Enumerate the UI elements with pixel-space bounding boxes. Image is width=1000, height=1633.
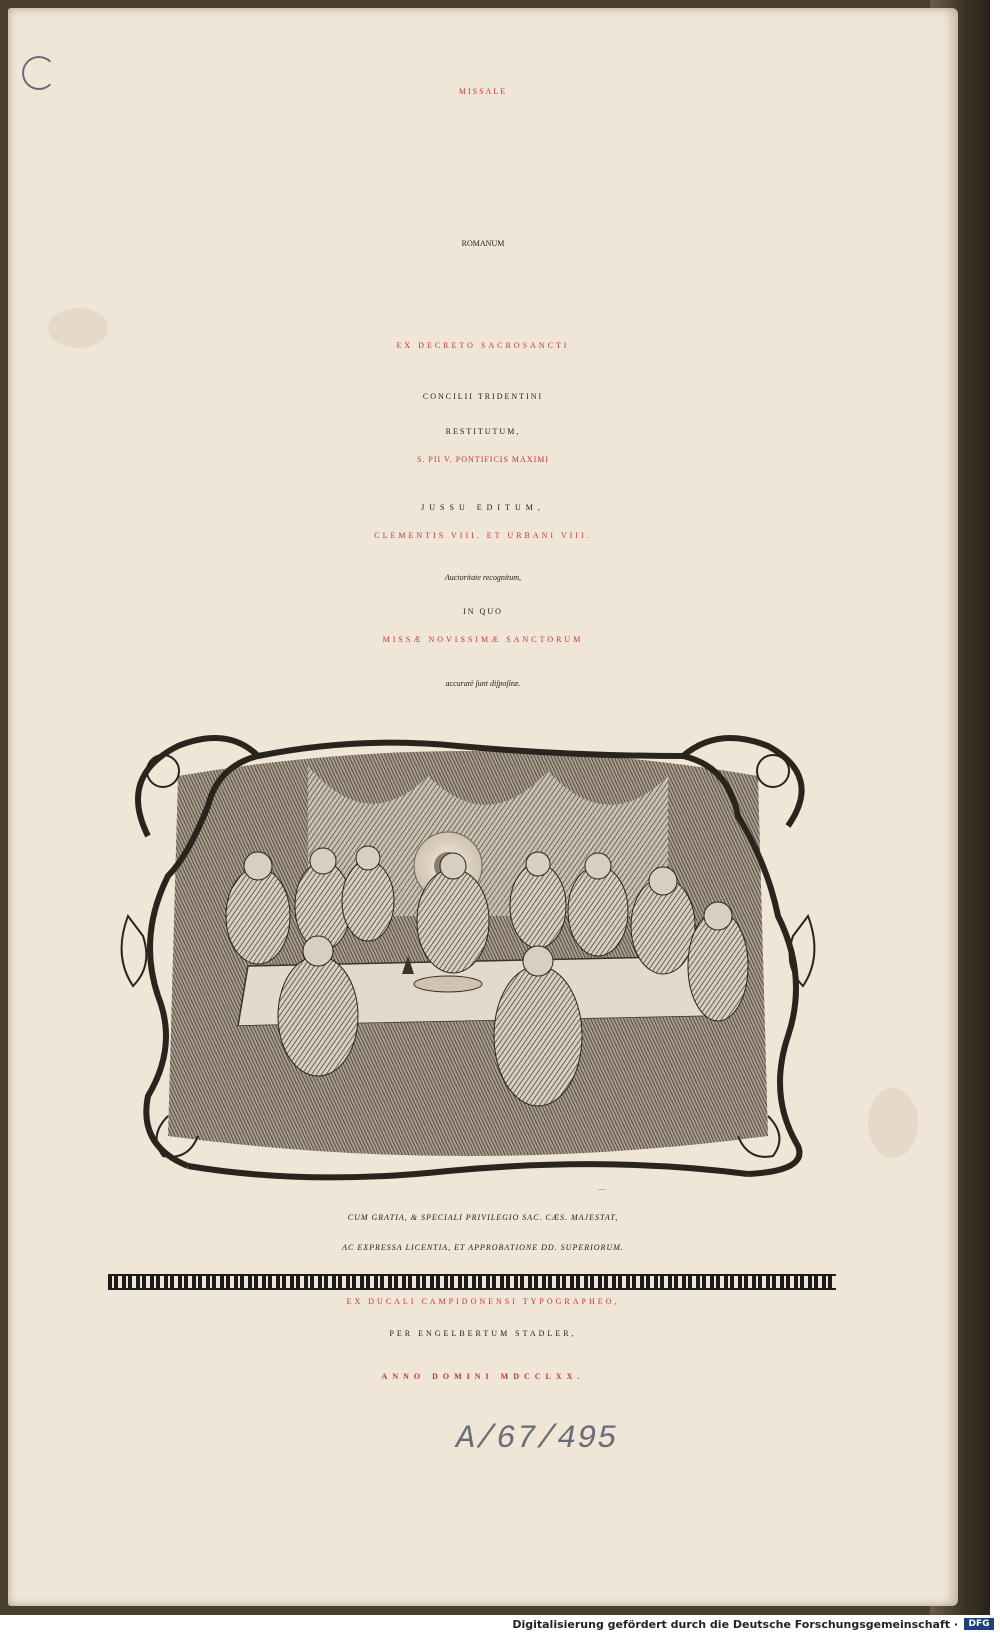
title-page <box>8 8 958 1606</box>
dfg-logo-icon: DFG <box>964 1618 994 1630</box>
imprint-line-2: PER ENGELBERTUM STADLER, <box>389 1329 577 1338</box>
subtitle-in-quo: IN QUO <box>463 607 503 616</box>
subtitle-accurate: accuratè ſunt diſpoſitæ. <box>445 679 521 688</box>
subtitle-pii: S. PII V. PONTIFICIS MAXIMI <box>416 455 550 464</box>
paper-stain <box>868 1088 918 1158</box>
title-romanum: ROMANUM <box>461 239 505 248</box>
engraver-signature: — <box>598 1184 606 1193</box>
subtitle-decreto: EX DECRETO SACROSANCTI <box>396 341 570 350</box>
shelfmark-annotation: A/67/495 <box>456 1420 618 1457</box>
title-missale: MISSALE <box>458 87 508 96</box>
imprint-line-1: EX DUCALI CAMPIDONENSI TYPOGRAPHEO, <box>346 1297 620 1306</box>
ornamental-rule <box>108 1274 836 1290</box>
subtitle-clementis: CLEMENTIS VIII. ET URBANI VIII. <box>374 531 592 540</box>
imprint-year: ANNO DOMINI MDCCLXX. <box>381 1372 585 1381</box>
privilege-line-1: CUM GRATIA, & SPECIALI PRIVILEGIO SAC. CÆS. MAJESTAT, <box>347 1213 619 1222</box>
privilege-line-2: AC EXPRESSA LICENTIA, ET APPROBATIONE DD. SUPERIORUM. <box>342 1243 624 1252</box>
subtitle-auctoritate: Auctoritate recognitum, <box>444 573 522 582</box>
digitization-credit: Digitalisierung gefördert durch die Deutsche Forschungsgemeinschaft · <box>512 1618 958 1631</box>
corner-pencil-mark <box>22 56 56 90</box>
subtitle-missae: MISSÆ NOVISSIMÆ SANCTORUM <box>382 635 584 644</box>
subtitle-jussu: JUSSU EDITUM, <box>421 503 545 512</box>
subtitle-concilii: CONCILII TRIDENTINI <box>422 392 544 401</box>
subtitle-restitutum: RESTITUTUM, <box>445 427 521 436</box>
last-supper-engraving <box>108 716 828 1186</box>
